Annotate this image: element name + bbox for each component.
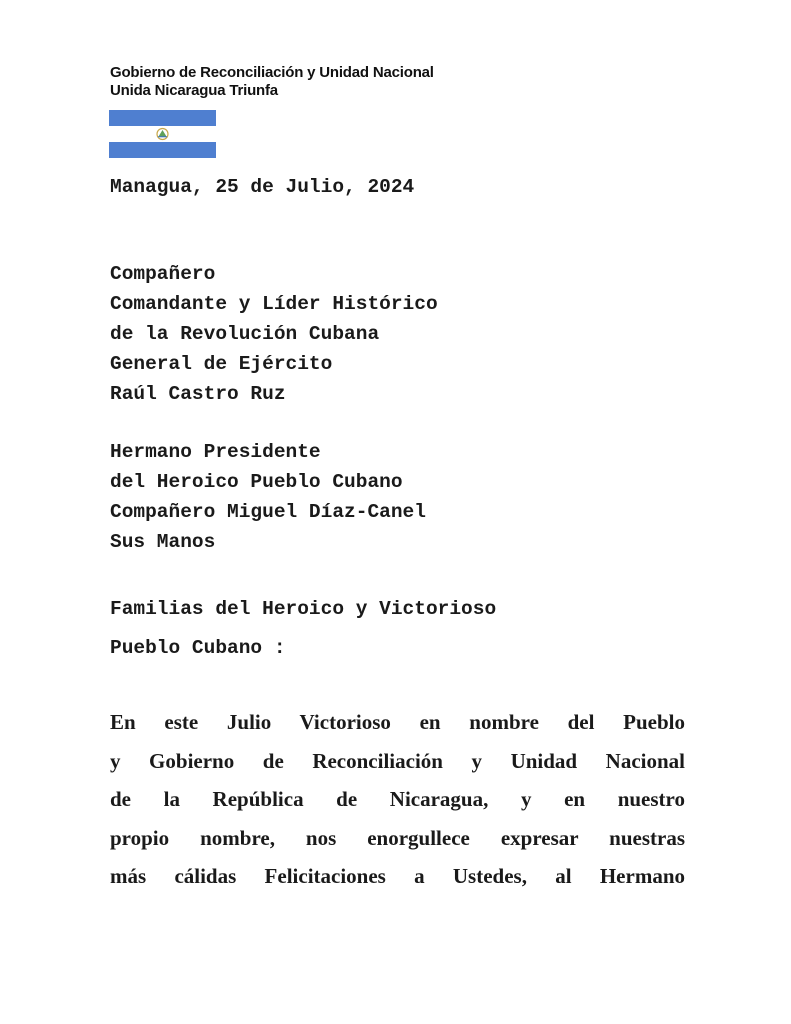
letter-date: Managua, 25 de Julio, 2024 [110,176,415,198]
recipient-block-diaz-canel [110,437,426,557]
body-line: En este Julio Victorioso en nombre del Pueblo [110,710,685,734]
recipient-line: Raúl Castro Ruz [110,383,286,405]
recipient-line: de la Revolución Cubana [110,323,380,345]
body-line: más cálidas Felicitaciones a Ustedes, al Hermano [110,864,685,888]
body-line: y Gobierno de Reconciliación y Unidad Nacional [110,748,685,773]
recipient-block-families [110,590,496,668]
org-slogan-line: Unida Nicaragua Triunfa [110,82,278,99]
recipient-line: Sus Manos [110,531,216,553]
letter-body-paragraph [110,703,685,896]
org-name-line: Gobierno de Reconciliación y Unidad Nacional [110,64,434,81]
recipient-line: Pueblo Cubano : [110,637,286,659]
recipient-line: Compañero [110,263,216,285]
recipient-block-raul-castro [110,259,438,409]
recipient-line: Comandante y Líder Histórico [110,293,438,315]
recipient-line: Familias del Heroico y Victorioso [110,598,497,620]
flag-stripe-bottom [109,142,216,158]
body-line: de la República de Nicaragua, y en nuestro [110,787,685,811]
letterhead [110,64,434,100]
nicaragua-flag-icon [109,110,216,158]
recipient-line: Compañero Miguel Díaz-Canel [110,501,426,523]
body-line: propio nombre, nos enorgullece expresar nuestras [110,825,685,850]
flag-stripe-top [109,110,216,126]
recipient-line: Hermano Presidente [110,441,321,463]
recipient-line: General de Ejército [110,353,333,375]
recipient-line: del Heroico Pueblo Cubano [110,471,403,493]
